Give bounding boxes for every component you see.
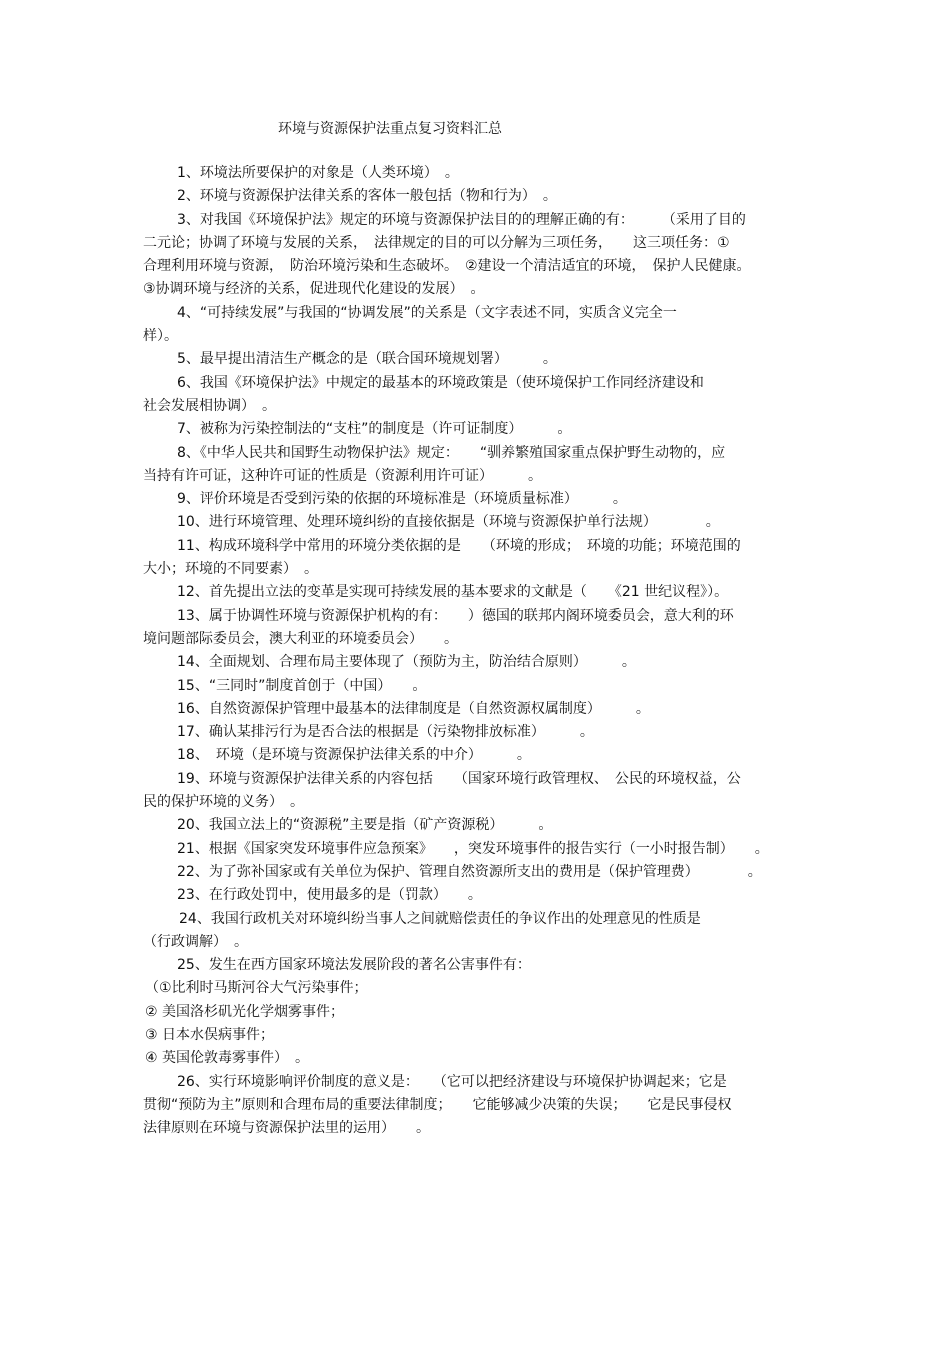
text-line: 25、发生在西方国家环境法发展阶段的著名公害事件有： bbox=[177, 957, 531, 974]
text-line: 20、我国立法上的“资源税”主要是指（矿产资源税） 。 bbox=[177, 817, 553, 834]
text-line: 19、环境与资源保护法律关系的内容包括 （国家环境行政管理权、 公民的环境权益，公 bbox=[177, 770, 741, 787]
document-title: 环境与资源保护法重点复习资料汇总 bbox=[278, 121, 502, 137]
text-line: 二元论；协调了环境与发展的关系， 法律规定的目的可以分解为三项任务， 这三项任务：① bbox=[143, 234, 730, 251]
text-line: 2、环境与资源保护法律关系的客体一般包括（物和行为） 。 bbox=[177, 188, 557, 205]
text-line: ③协调环境与经济的关系，促进现代化建设的发展） 。 bbox=[143, 281, 485, 298]
text-line: 6、我国《环境保护法》中规定的最基本的环境政策是（使环境保护工作同经济建设和 bbox=[177, 374, 704, 391]
text-line: ③ 日本水俣病事件； bbox=[145, 1026, 275, 1043]
text-line: 3、对我国《环境保护法》规定的环境与资源保护法目的的理解正确的有： （采用了目的 bbox=[177, 211, 746, 228]
text-line: 法律原则在环境与资源保护法里的运用） 。 bbox=[143, 1120, 430, 1137]
document-body bbox=[143, 162, 823, 1140]
text-line: 15、“三同时”制度首创于（中国） 。 bbox=[177, 677, 427, 694]
text-line: 18、 环境（是环境与资源保护法律关系的中介） 。 bbox=[177, 747, 531, 764]
text-line: 社会发展相协调） 。 bbox=[143, 397, 276, 414]
text-line: 16、自然资源保护管理中最基本的法律制度是（自然资源权属制度） 。 bbox=[177, 700, 650, 717]
text-line: 13、属于协调性环境与资源保护机构的有： ）德国的联邦内阁环境委员会，意大利的环 bbox=[177, 607, 734, 624]
text-line: 10、进行环境管理、处理环境纠纷的直接依据是（环境与资源保护单行法规） 。 bbox=[177, 514, 720, 531]
text-line: ② 美国洛杉矶光化学烟雾事件； bbox=[145, 1003, 345, 1020]
text-line: 8、《中华人民共和国野生动物保护法》规定： “驯养繁殖国家重点保护野生动物的，应 bbox=[177, 444, 726, 461]
text-line: 17、确认某排污行为是否合法的根据是（污染物排放标准） 。 bbox=[177, 724, 594, 741]
text-line: 14、全面规划、合理布局主要体现了（预防为主，防治结合原则） 。 bbox=[177, 654, 636, 671]
text-line: （①比利时马斯河谷大气污染事件； bbox=[145, 980, 368, 997]
text-line: ④ 英国伦敦毒雾事件） 。 bbox=[145, 1050, 310, 1067]
text-line: 9、评价环境是否受到污染的依据的环境标准是（环境质量标准） 。 bbox=[177, 491, 627, 508]
text-line: 大小；环境的不同要素） 。 bbox=[143, 561, 318, 578]
text-line: 合理利用环境与资源， 防治环境污染和生态破坏。 ②建设一个清洁适宜的环境， 保护人民健康。 bbox=[143, 258, 751, 275]
text-line: 5、最早提出清洁生产概念的是（联合国环境规划署） 。 bbox=[177, 351, 557, 368]
text-line: 贯彻“预防为主”原则和合理布局的重要法律制度； 它能够减少决策的失误； 它是民事侵权 bbox=[143, 1096, 732, 1113]
text-line: 26、实行环境影响评价制度的意义是： （它可以把经济建设与环境保护协调起来；它是 bbox=[177, 1073, 727, 1090]
text-line: 1、环境法所要保护的对象是（人类环境） 。 bbox=[177, 165, 459, 181]
text-line: 11、构成环境科学中常用的环境分类依据的是 （环境的形成； 环境的功能；环境范围的 bbox=[177, 537, 741, 554]
text-line: 境问题部际委员会，澳大利亚的环境委员会） 。 bbox=[143, 630, 458, 647]
text-line: 7、被称为污染控制法的“支柱”的制度是（许可证制度） 。 bbox=[177, 421, 572, 438]
text-line: 24、我国行政机关对环境纠纷当事人之间就赔偿责任的争议作出的处理意见的性质是 bbox=[179, 910, 701, 927]
text-line: 样）。 bbox=[143, 328, 178, 345]
text-line: 21、根据《国家突发环境事件应急预案》 ，突发环境事件的报告实行（一小时报告制） 。 bbox=[177, 840, 769, 857]
text-line: 22、为了弥补国家或有关单位为保护、管理自然资源所支出的费用是（保护管理费） 。 bbox=[177, 863, 762, 880]
text-line: 当持有许可证，这种许可证的性质是（资源利用许可证） 。 bbox=[143, 467, 542, 484]
text-line: （行政调解） 。 bbox=[143, 933, 248, 950]
text-line: 4、“可持续发展”与我国的“协调发展”的关系是（文字表述不同，实质含义完全一 bbox=[177, 304, 677, 321]
text-line: 12、首先提出立法的变革是实现可持续发展的基本要求的文献是（ 《21 世纪议程》）。 bbox=[177, 584, 729, 601]
text-line: 23、在行政处罚中，使用最多的是（罚款） 。 bbox=[177, 887, 482, 904]
text-line: 民的保护环境的义务） 。 bbox=[143, 794, 304, 811]
